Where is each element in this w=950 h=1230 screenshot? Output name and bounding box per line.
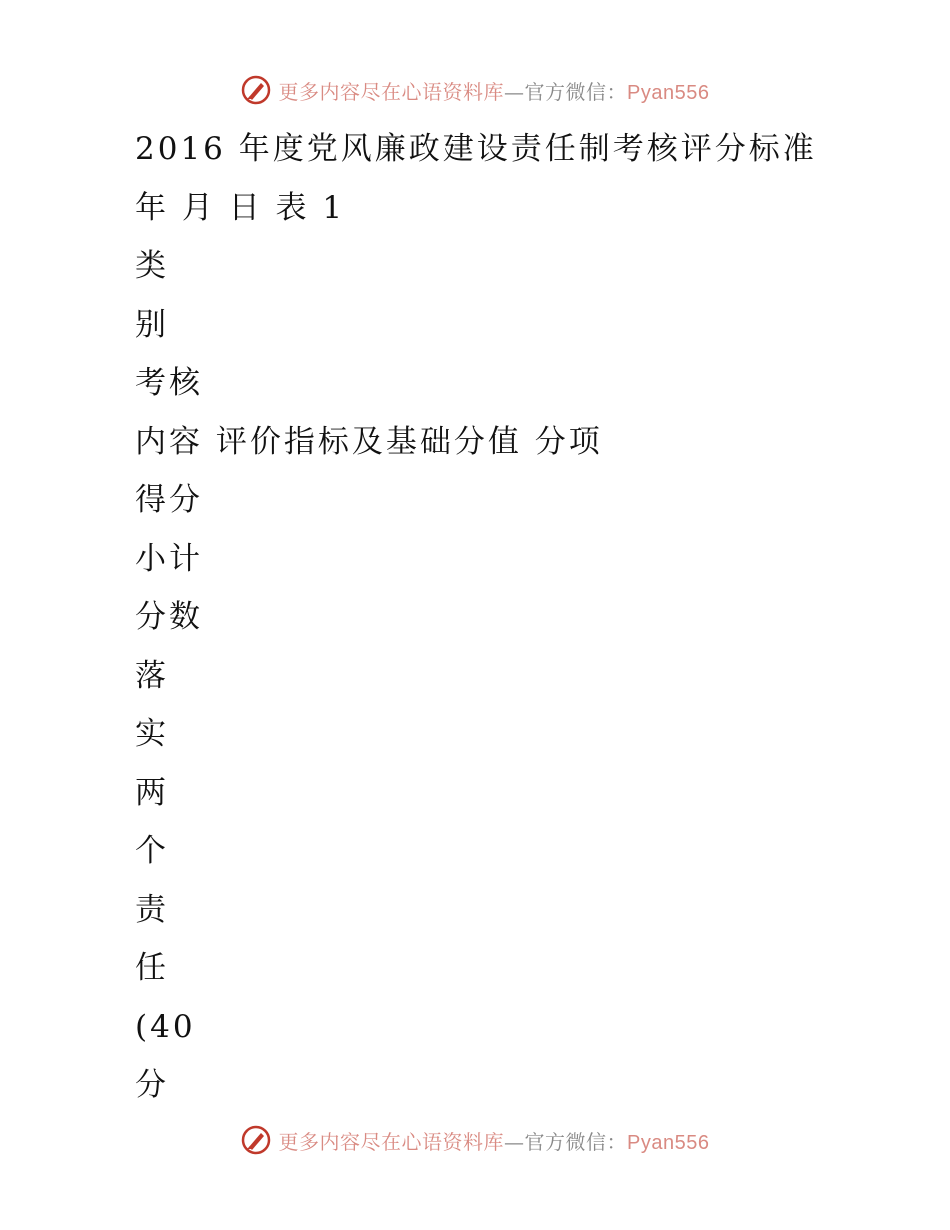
pen-logo-icon bbox=[241, 1125, 271, 1155]
document-body bbox=[135, 120, 895, 1115]
header-watermark bbox=[0, 70, 950, 110]
footer-label: 官方微信： bbox=[524, 1129, 628, 1154]
document-line: 分 bbox=[135, 1067, 169, 1103]
footer-account: Pyan556 bbox=[627, 1131, 710, 1154]
footer-watermark bbox=[0, 1120, 950, 1160]
pen-logo-icon bbox=[241, 75, 271, 105]
document-line: 两 bbox=[135, 774, 169, 811]
document-line: (40 bbox=[135, 1008, 196, 1045]
document-line: 得分 bbox=[135, 482, 203, 518]
document-line: 责 bbox=[135, 891, 169, 928]
document-line: 任 bbox=[135, 950, 169, 986]
document-line: 别 bbox=[135, 306, 169, 343]
footer-watermark-text bbox=[279, 1126, 710, 1155]
document-line: 落 bbox=[135, 657, 169, 694]
footer-watermark-main: 更多内容尽在心语资料库 bbox=[278, 1129, 505, 1154]
document-line: 个 bbox=[135, 833, 169, 869]
document-line: 类 bbox=[135, 248, 169, 284]
document-line: 分数 bbox=[135, 599, 203, 635]
header-watermark-main: 更多内容尽在心语资料库 bbox=[278, 79, 505, 104]
document-line: 实 bbox=[135, 716, 169, 752]
header-dash: — bbox=[504, 79, 525, 104]
header-account: Pyan556 bbox=[627, 81, 710, 104]
document-line: 内容 评价指标及基础分值 分项 bbox=[135, 423, 603, 460]
document-title: 2016 年度党风廉政建设责任制考核评分标准 bbox=[135, 131, 817, 167]
document-line: 考核 bbox=[135, 365, 203, 401]
document-line: 小计 bbox=[135, 540, 203, 577]
header-watermark-text bbox=[279, 76, 710, 105]
footer-dash: — bbox=[504, 1129, 525, 1154]
document-line: 年 月 日 表 1 bbox=[135, 189, 346, 226]
header-label: 官方微信： bbox=[524, 79, 628, 104]
